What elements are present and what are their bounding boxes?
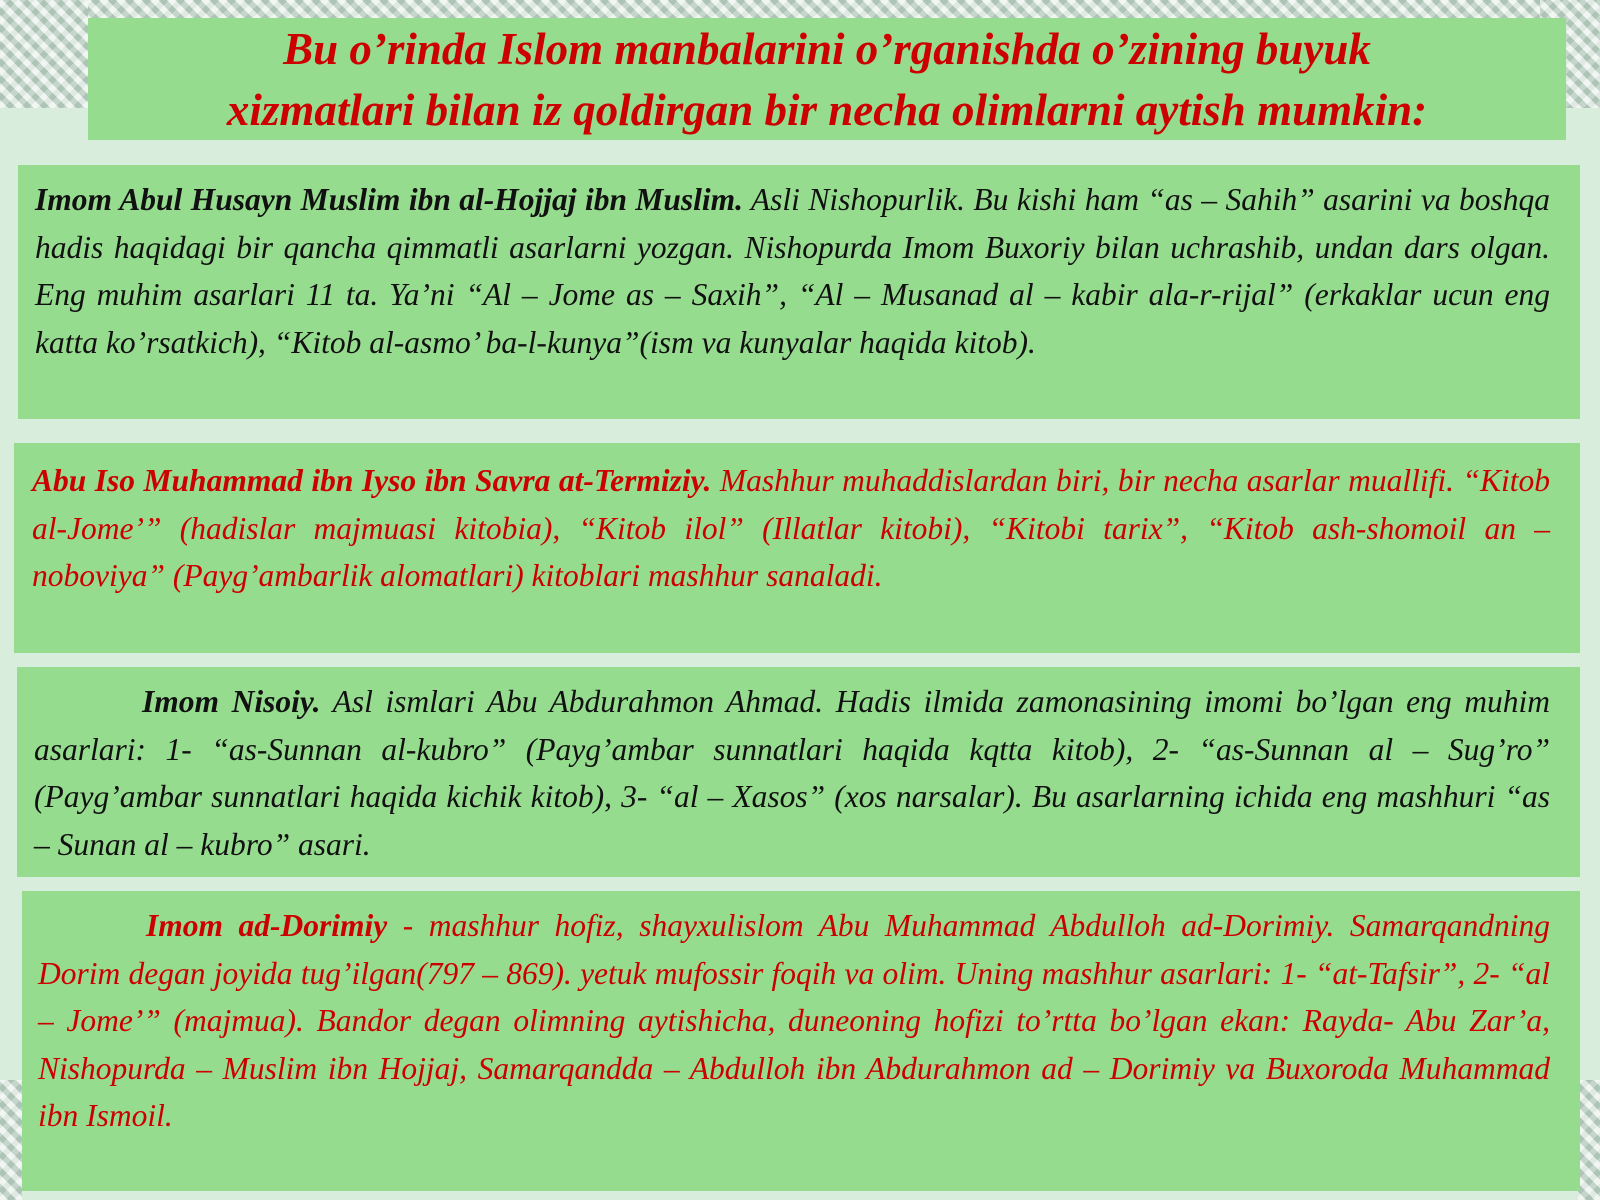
entry-ad-dorimiy [22,891,1580,1191]
slide-title: Bu o’rinda Islom manbalarini o’rganishda o’zining buyuk xizmatlari bilan iz qoldirgan bir necha olimlarni aytish mumkin: [88,18,1566,140]
entry-text: - mashhur hofiz, shayxulislom Abu Muhammad Abdulloh ad-Dorimiy. Samarqandning Dorim degan joyida tug’ilgan(797 – 869). yetuk mufossir foqih va olim. Uning mashhur asarlari: 1- “at-Tafsir”, 2- “al – Jome’” (majmua). Bandor degan olimning aytishicha, duneoning hofizi to’rtta bo’lgan ekan: Rayda- Abu Zar’a, Nishopurda – Muslim ibn Hojjaj, Samarqandda – Abdulloh ibn Abdurahmon ad – Dorimiy va Buxoroda Muhammad ibn Ismoil. [38,908,1551,1133]
ornament-corner-bottom-left [0,1080,22,1200]
ornament-corner-top-left [0,0,88,108]
entry-at-termiziy [14,443,1580,653]
entry-name: Abu Iso Muhammad ibn Iyso ibn Savra at-Termiziy. [32,463,712,498]
entry-imom-muslim [18,165,1580,419]
entry-imom-nisoiy [17,667,1580,877]
ornament-border-top [0,0,1600,20]
entry-text: Asli Nishopurlik. Bu kishi ham “as – Sahih” asarini va boshqa hadis haqidagi bir qancha qimmatli asarlarni yozgan. Nishopurda Imom Buxoriy bilan uchrashib, undan dars olgan. Eng muhim asarlari 11 ta. Ya’ni “Al – Jome as – Saxih”, “Al – Musanad al – kabir ala-r-rijal” (erkaklar ucun eng katta ko’rsatkich), “Kitob al-asmo’ ba-l-kunya”(ism va kunyalar haqida kitob). [35,182,1550,360]
entry-text: Mashhur muhaddislardan biri, bir necha asarlar muallifi. “Kitob al-Jome’” (hadislar majmuasi kitobia), “Kitob ilol” (Illatlar kitobi), “Kitobi tarix”, “Kitob ash-shomoil an – noboviya” (Payg’ambarlik alomatlari) kitoblari mashhur sanaladi. [32,463,1550,593]
entry-name: Imom ad-Dorimiy [146,908,388,943]
ornament-corner-bottom-right [1578,1080,1600,1200]
entry-name: Imom Abul Husayn Muslim ibn al-Hojjaj ibn Muslim. [35,182,744,217]
entry-name: Imom Nisoiy. [142,684,321,719]
entry-text: Asl ismlari Abu Abdurahmon Ahmad. Hadis ilmida zamonasining imomi bo’lgan eng muhim asarlari: 1- “as-Sunnan al-kubro” (Payg’ambar sunnatlari haqida kqtta kitob), 2- “as-Sunnan al – Sug’ro” (Payg’ambar sunnatlari haqida kichik kitob), 3- “al – Xasos” (xos narsalar). Bu asarlarning ichida eng mashhuri “as – Sunan al – kubro” asari. [34,684,1550,862]
